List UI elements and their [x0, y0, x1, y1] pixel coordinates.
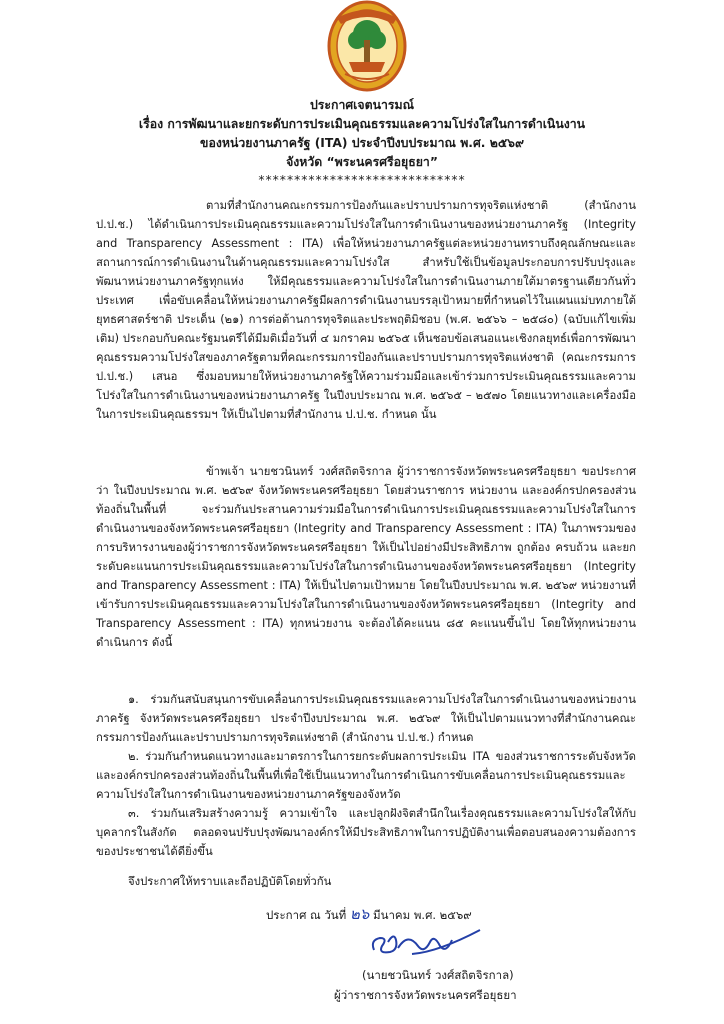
paragraph-item-1: ๑. ร่วมกันสนับสนุนการขับเคลื่อนการประเมินคุณธรรมและความโปร่งใสในการดำเนินงานของหน่วยงานภาครัฐ จังหวัดพระนครศรีอยุธยา ประจำปีงบประมาณ พ.ศ. ๒๕๖๙ ให้เป็นไปตามแนวทางที่สำนักงานคณะกรรมการป้องกันและปราบปรามการทุจริตแห่งชาติ (สำนักงาน ป.ป.ช.) กำหนด: [96, 693, 636, 744]
paragraph-background: ตามที่สำนักงานคณะกรรมการป้องกันและปราบปรามการทุจริตแห่งชาติ (สำนักงาน ป.ป.ช.) ได้ดำเนินการประเมินคุณธรรมและความโปร่งใสในการดำเนินงานของหน่วยงานภาครัฐ (Integrity and Transparency Assessment : ITA) เพื่อให้หน่วยงานภาครัฐแต่ละหน่วยงานทราบถึงคุณลักษณะและสถานการณ์การดำเนินงานในด้านคุณธรรมและความโปร่งใส สำหรับใช้เป็นข้อมูลประกอบการปรับปรุงและพัฒนาหน่วยงานภาครัฐทุกแห่ง ให้มีคุณธรรมและความโปร่งใสในการดำเนินงานภายใต้มาตรฐานเดียวกันทั่วประเทศ เพื่อขับเคลื่อนให้หน่วยงานภาครัฐมีผลการดำเนินงานบรรลุเป้าหมายที่กำหนดไว้ในแผนแม่บทภายใต้ยุทธศาสตร์ชาติ ประเด็น (๒๑) การต่อต้านการทุจริตและประพฤติมิชอบ (พ.ศ. ๒๕๖๖ – ๒๕๘๐) (ฉบับแก้ไขเพิ่มเติม) ประกอบกับคณะรัฐมนตรีได้มีมติเมื่อวันที่ ๔ มกราคม ๒๕๖๕ เห็นชอบข้อเสนอแนะเชิงกลยุทธ์เพื่อการพัฒนาคุณธรรมความโปร่งใสของภาครัฐตามที่คณะกรรมการป้องกันและปราบปรามการทุจริตแห่งชาติ (คณะกรรมการ ป.ป.ช.) เสนอ ซึ่งมอบหมายให้หน่วยงานภาครัฐให้ความร่วมมือและเข้าร่วมการประเมินคุณธรรมและความโปร่งใสในการดำเนินงานของหน่วยงานภาครัฐ ในปีงบประมาณ พ.ศ. ๒๕๖๕ – ๒๕๗๐ โดยแนวทางและเครื่องมือในการประเมินคุณธรรมฯ ให้เป็นไปตามที่สำนักงาน ป.ป.ช. กำหนด นั้น: [96, 199, 636, 421]
provincial-seal-icon: [327, 0, 407, 92]
signature-icon: [368, 920, 488, 964]
signer-title: ผู้ว่าราชการจังหวัดพระนครศรีอยุธยา: [334, 988, 517, 1002]
paragraph-item-2: ๒. ร่วมกันกำหนดแนวทางและมาตรการในการยกระดับผลการประเมิน ITA ของส่วนราชการระดับจังหวัดและองค์กรปกครองส่วนท้องถิ่นในพื้นที่เพื่อใช้เป็นแนวทางในการดำเนินการขับเคลื่อนการประเมินคุณธรรมและความโปร่งใสในการดำเนินงานของหน่วยงานภาครัฐของจังหวัด: [96, 750, 636, 801]
date-prefix: ประกาศ ณ วันที่: [266, 908, 347, 922]
subject-line-2: ของหน่วยงานภาครัฐ (ITA) ประจำปีงบประมาณ พ.ศ. ๒๕๖๙: [200, 136, 524, 150]
announcement-title: ประกาศเจตนารมณ์: [310, 98, 414, 112]
subject-line: เรื่อง การพัฒนาและยกระดับการประเมินคุณธรรมและความโปร่งใสในการดำเนินงาน: [138, 117, 586, 131]
date-suffix: มีนาคม พ.ศ. ๒๕๖๙: [373, 908, 472, 922]
asterisk-divider: *****************************: [258, 173, 466, 187]
province-line: จังหวัด “พระนครศรีอยุธยา”: [286, 155, 438, 169]
paragraph-item-3: ๓. ร่วมกันเสริมสร้างความรู้ ความเข้าใจ และปลูกฝังจิตสำนึกในเรื่องคุณธรรมและความโปร่งใสให้กับบุคลากรในสังกัด ตลอดจนปรับปรุงพัฒนาองค์กรให้มีประสิทธิภาพในการปฏิบัติงานเพื่อตอบสนองความต้องการของประชาชนได้ดียิ่งขึ้น: [96, 807, 636, 858]
signer-name: (นายชวนินทร์ วงศ์สถิตจิรกาล): [362, 968, 514, 982]
paragraph-closing: จึงประกาศให้ทราบและถือปฏิบัติโดยทั่วกัน: [128, 875, 332, 888]
handwritten-day: ๒๖: [349, 905, 370, 923]
paragraph-declaration: ข้าพเจ้า นายชวนินทร์ วงศ์สถิตจิรกาล ผู้ว่าราชการจังหวัดพระนครศรีอยุธยา ขอประกาศว่า ในปีงบประมาณ พ.ศ. ๒๕๖๙ จังหวัดพระนครศรีอยุธยา โดยส่วนราชการ หน่วยงาน และองค์กรปกครองส่วนท้องถิ่นในพื้นที่ จะร่วมกันประสานความร่วมมือในการดำเนินการประเมินคุณธรรมและความโปร่งใสในการดำเนินงานของจังหวัดพระนครศรีอยุธยา (Integrity and Transparency Assessment : ITA) ในภาพรวมของการบริหารงานของผู้ว่าราชการจังหวัดพระนครศรีอยุธยา ให้เป็นไปอย่างมีประสิทธิภาพ ถูกต้อง ครบถ้วน และยกระดับคะแนนการประเมินคุณธรรมและความโปร่งใสในการดำเนินงานของจังหวัดพระนครศรีอยุธยา (Integrity and Transparency Assessment : ITA) ให้เป็นไปตามเป้าหมาย โดยในปีงบประมาณ พ.ศ. ๒๕๖๙ หน่วยงานที่เข้ารับการประเมินคุณธรรมและความโปร่งใสในการดำเนินงานของจังหวัดพระนครศรีอยุธยา (Integrity and Transparency Assessment : ITA) ทุกหน่วยงาน จะต้องได้คะแนน ๘๕ คะแนนขึ้นไป โดยให้ทุกหน่วยงานดำเนินการ ดังนี้: [96, 465, 636, 649]
